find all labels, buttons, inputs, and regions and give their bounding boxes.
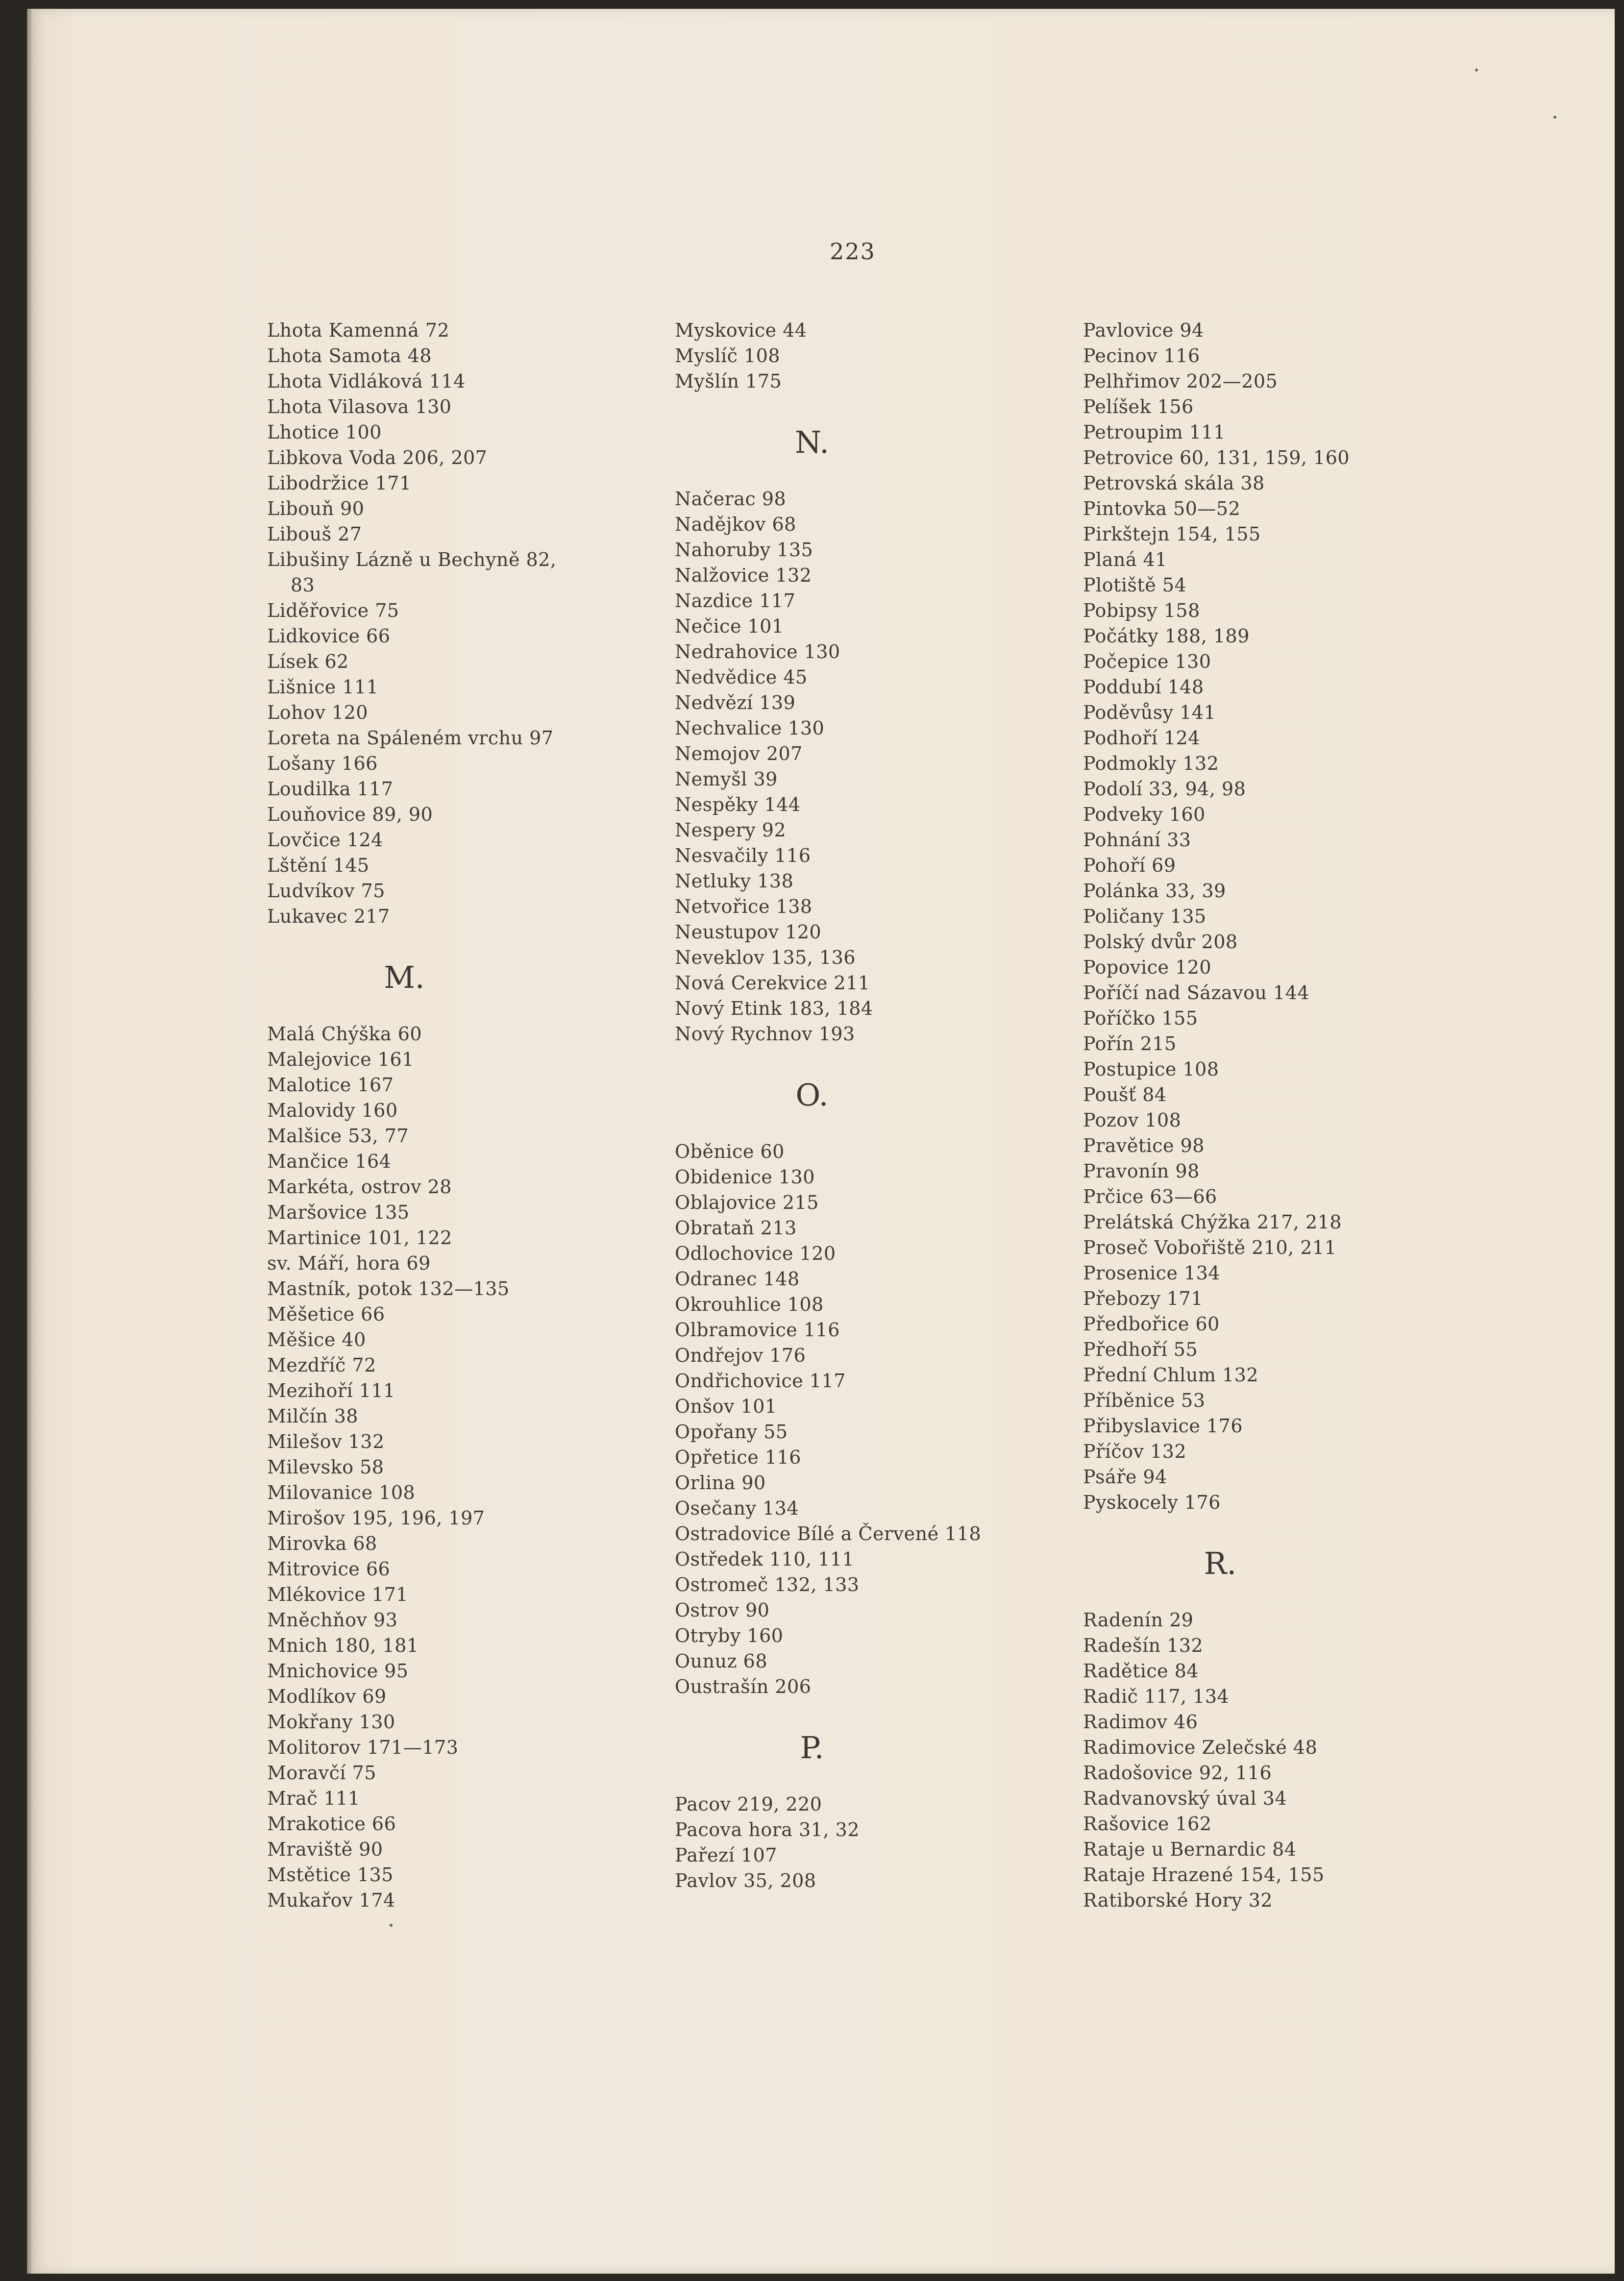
index-entry: Liděřovice 75	[267, 600, 399, 621]
index-entry: Myšlín 175	[675, 370, 782, 392]
index-entry: Oběnice 60	[675, 1141, 785, 1162]
index-entry: Mněchňov 93	[267, 1609, 398, 1631]
index-entry: Mokřany 130	[267, 1711, 395, 1733]
index-entry: Poděvůsy 141	[1083, 702, 1216, 723]
index-entry: Poličany 135	[1083, 906, 1206, 927]
index-entry: Lidkovice 66	[267, 625, 391, 647]
index-entry: Pobipsy 158	[1083, 600, 1200, 621]
index-entry: Ostromeč 132, 133	[675, 1574, 860, 1595]
index-entry: Mnichovice 95	[267, 1660, 409, 1682]
index-entry: Ostředek 110, 111	[675, 1548, 855, 1570]
index-column-1	[267, 318, 659, 1913]
index-entry: Měšice 40	[267, 1329, 366, 1350]
index-entry: Prosenice 134	[1083, 1262, 1221, 1284]
index-entry: Radenín 29	[1083, 1609, 1194, 1631]
index-entry: Malovidy 160	[267, 1100, 398, 1121]
index-entry: Obrataň 213	[675, 1217, 797, 1239]
index-entry: Pecinov 116	[1083, 345, 1200, 367]
index-entry: Podmokly 132	[1083, 753, 1219, 774]
index-entry: Orlina 90	[675, 1472, 766, 1494]
index-entry: Poříčí nad Sázavou 144	[1083, 982, 1310, 1004]
index-entry: Pohoří 69	[1083, 855, 1176, 876]
index-entry: Odranec 148	[675, 1268, 800, 1290]
index-entry: Opořany 55	[675, 1421, 788, 1443]
index-entry: Lísek 62	[267, 651, 349, 672]
index-entry: Rataje Hrazené 154, 155	[1083, 1864, 1325, 1886]
index-entry: Pořín 215	[1083, 1033, 1177, 1055]
index-entry: Podhoří 124	[1083, 727, 1201, 749]
index-entry: Obidenice 130	[675, 1166, 815, 1188]
index-entry: Pelíšek 156	[1083, 396, 1194, 417]
index-entry: Nový Rychnov 193	[675, 1023, 855, 1045]
index-entry: Loudilka 117	[267, 778, 394, 800]
index-entry: Počepice 130	[1083, 651, 1211, 672]
index-entry: Přebozy 171	[1083, 1288, 1204, 1309]
index-entry: Nemojov 207	[675, 743, 803, 764]
index-entry: Onšov 101	[675, 1396, 777, 1417]
index-entry: Petroupim 111	[1083, 421, 1226, 443]
index-entry: Přední Chlum 132	[1083, 1364, 1259, 1386]
index-entry: Libouň 90	[267, 498, 365, 519]
index-entry: Netvořice 138	[675, 896, 812, 917]
index-entry: Ludvíkov 75	[267, 880, 385, 902]
index-entry: Ostrov 90	[675, 1599, 770, 1621]
index-entry: Mrač 111	[267, 1788, 360, 1809]
index-entry: Pelhřimov 202—205	[1083, 370, 1278, 392]
index-entry: Mlékovice 171	[267, 1584, 408, 1605]
index-entry: Nová Cerekvice 211	[675, 972, 870, 994]
index-entry: Předhoří 55	[1083, 1339, 1198, 1360]
index-entry: Nadějkov 68	[675, 514, 796, 535]
index-entry: Pirkštejn 154, 155	[1083, 523, 1261, 545]
index-entry: Pacov 219, 220	[675, 1793, 822, 1815]
index-entry: Ounuz 68	[675, 1650, 768, 1672]
index-entry: Prčice 63—66	[1083, 1186, 1217, 1207]
index-entry: Mitrovice 66	[267, 1558, 391, 1580]
index-entry: Lišnice 111	[267, 676, 379, 698]
index-entry: Příběnice 53	[1083, 1390, 1206, 1411]
index-entry: Nazdice 117	[675, 590, 796, 612]
paper-speck	[1475, 69, 1478, 72]
index-entry: Nahoruby 135	[675, 539, 813, 561]
index-entry: Mrakotice 66	[267, 1813, 396, 1835]
index-entry: Neustupov 120	[675, 921, 822, 943]
index-entry: Libouš 27	[267, 523, 362, 545]
index-entry: Petrovice 60, 131, 159, 160	[1083, 447, 1350, 468]
index-entry: Lhota Vidláková 114	[267, 370, 466, 392]
index-entry: Popovice 120	[1083, 957, 1212, 978]
index-entry: Mastník, potok 132—135	[267, 1278, 510, 1300]
index-entry: Otryby 160	[675, 1625, 784, 1646]
index-entry: Milešov 132	[267, 1431, 385, 1452]
index-entry: Příčov 132	[1083, 1441, 1187, 1462]
index-entry: Milevsko 58	[267, 1456, 384, 1478]
index-entry: Podolí 33, 94, 98	[1083, 778, 1246, 800]
index-entry: Nesvačily 116	[675, 845, 811, 866]
index-entry: Mezihoří 111	[267, 1380, 395, 1401]
index-entry: Radvanovský úval 34	[1083, 1788, 1287, 1809]
index-entry: Libušiny Lázně u Bechyně 82,	[267, 549, 557, 570]
index-entry: Poříčko 155	[1083, 1007, 1198, 1029]
index-entry: Nespěky 144	[675, 794, 801, 815]
index-entry: Lhotice 100	[267, 421, 382, 443]
index-column-2	[675, 318, 1067, 1893]
index-entry: Mezdříč 72	[267, 1354, 376, 1376]
index-entry: Nespery 92	[675, 819, 787, 841]
index-entry: Okrouhlice 108	[675, 1294, 824, 1315]
index-entry: Pohnání 33	[1083, 829, 1191, 851]
index-entry: Plotiště 54	[1083, 574, 1187, 596]
index-entry: Pavlov 35, 208	[675, 1870, 816, 1891]
index-entry: Nechvalice 130	[675, 717, 825, 739]
index-entry: Oblajovice 215	[675, 1192, 819, 1213]
index-entry: Moravčí 75	[267, 1762, 376, 1784]
index-entry: Nedvězí 139	[675, 692, 796, 713]
index-entry: Nemyšl 39	[675, 768, 778, 790]
index-entry: Martinice 101, 122	[267, 1227, 452, 1249]
index-entry: Radimovice Zelečské 48	[1083, 1737, 1318, 1758]
index-entry: Malá Chýška 60	[267, 1023, 422, 1045]
index-entry: Nalžovice 132	[675, 564, 812, 586]
index-entry: Myskovice 44	[675, 319, 807, 341]
index-entry: Pavlovice 94	[1083, 319, 1204, 341]
index-entry: Lhota Kamenná 72	[267, 319, 450, 341]
index-entry: Pravětice 98	[1083, 1135, 1205, 1156]
index-entry: Ratiborské Hory 32	[1083, 1889, 1273, 1911]
index-entry: 83	[291, 574, 315, 596]
index-entry: Počátky 188, 189	[1083, 625, 1250, 647]
index-entry: Maršovice 135	[267, 1202, 410, 1223]
index-entry: Myslíč 108	[675, 345, 781, 367]
index-entry: Nedvědice 45	[675, 666, 808, 688]
index-entry: Postupice 108	[1083, 1058, 1219, 1080]
index-entry: Ondřichovice 117	[675, 1370, 846, 1392]
index-entry: Poddubí 148	[1083, 676, 1204, 698]
index-entry: Nečice 101	[675, 615, 784, 637]
index-entry: Psáře 94	[1083, 1466, 1167, 1488]
index-entry: Radič 117, 134	[1083, 1686, 1230, 1707]
index-entry: Libkova Voda 206, 207	[267, 447, 488, 468]
index-entry: Polský dvůr 208	[1083, 931, 1238, 953]
index-entry: Radimov 46	[1083, 1711, 1198, 1733]
index-entry: Modlíkov 69	[267, 1686, 387, 1707]
index-entry: Lohov 120	[267, 702, 369, 723]
index-entry: Molitorov 171—173	[267, 1737, 459, 1758]
index-page	[27, 9, 1615, 2274]
index-entry: Měšetice 66	[267, 1303, 385, 1325]
index-entry: Prelátská Chýžka 217, 218	[1083, 1211, 1342, 1233]
index-entry: Nový Etink 183, 184	[675, 998, 873, 1019]
index-entry: sv. Máří, hora 69	[267, 1252, 431, 1274]
section-letter-heading: P.	[800, 1730, 824, 1766]
index-entry: Lukavec 217	[267, 906, 390, 927]
index-entry: Milčín 38	[267, 1405, 359, 1427]
index-entry: Lhota Vilasova 130	[267, 396, 452, 417]
index-entry: Lovčice 124	[267, 829, 383, 851]
index-entry: Lošany 166	[267, 753, 378, 774]
index-entry: Malšice 53, 77	[267, 1125, 409, 1147]
page-number: 223	[830, 238, 876, 265]
index-entry: Mstětice 135	[267, 1864, 394, 1886]
index-entry: Pozov 108	[1083, 1109, 1181, 1131]
paper-speck	[1553, 116, 1556, 119]
index-entry: Polánka 33, 39	[1083, 880, 1226, 902]
index-entry: Milovanice 108	[267, 1482, 416, 1503]
index-entry: Lhota Samota 48	[267, 345, 432, 367]
book-spine-shadow	[27, 9, 33, 2274]
index-entry: Radešín 132	[1083, 1635, 1204, 1656]
index-entry: Netluky 138	[675, 870, 794, 892]
index-entry: Osečany 134	[675, 1497, 799, 1519]
section-letter-heading: R.	[1204, 1545, 1237, 1581]
section-letter-heading: N.	[795, 424, 829, 460]
index-entry: Radošovice 92, 116	[1083, 1762, 1272, 1784]
index-entry: Poušť 84	[1083, 1084, 1167, 1105]
section-letter-heading: M.	[384, 959, 425, 995]
index-entry: Mirovka 68	[267, 1533, 377, 1554]
index-entry: Mukařov 174	[267, 1889, 395, 1911]
index-entry: Přibyslavice 176	[1083, 1415, 1243, 1437]
index-entry: Lštění 145	[267, 855, 369, 876]
index-entry: Libodržice 171	[267, 472, 412, 494]
index-entry: Malotice 167	[267, 1074, 394, 1096]
index-entry: Předbořice 60	[1083, 1313, 1220, 1335]
index-entry: Nedrahovice 130	[675, 641, 840, 662]
index-entry: Planá 41	[1083, 549, 1167, 570]
index-entry: Pacova hora 31, 32	[675, 1819, 860, 1840]
index-entry: Olbramovice 116	[675, 1319, 840, 1341]
index-entry: Oustrašín 206	[675, 1676, 812, 1697]
index-entry: Pintovka 50—52	[1083, 498, 1241, 519]
index-column-3	[1083, 318, 1475, 1913]
index-entry: Rataje u Bernardic 84	[1083, 1839, 1297, 1860]
index-entry: Neveklov 135, 136	[675, 947, 856, 968]
index-entry: Petrovská skála 38	[1083, 472, 1265, 494]
index-entry: Louňovice 89, 90	[267, 804, 433, 825]
index-entry: Mirošov 195, 196, 197	[267, 1507, 485, 1529]
index-entry: Odlochovice 120	[675, 1243, 836, 1264]
index-entry: Podveky 160	[1083, 804, 1206, 825]
index-entry: Mnich 180, 181	[267, 1635, 419, 1656]
index-entry: Radětice 84	[1083, 1660, 1199, 1682]
paper-speck	[390, 1924, 393, 1927]
index-entry: Pyskocely 176	[1083, 1492, 1221, 1513]
section-letter-heading: O.	[795, 1077, 829, 1113]
index-entry: Rašovice 162	[1083, 1813, 1212, 1835]
index-entry: Markéta, ostrov 28	[267, 1176, 452, 1198]
index-entry: Ostradovice Bílé a Červené 118	[675, 1523, 982, 1545]
index-entry: Ondřejov 176	[675, 1345, 806, 1366]
index-entry: Pravonín 98	[1083, 1160, 1200, 1182]
index-entry: Loreta na Spáleném vrchu 97	[267, 727, 554, 749]
index-entry: Proseč Vobořiště 210, 211	[1083, 1237, 1337, 1258]
index-entry: Načerac 98	[675, 488, 787, 510]
index-entry: Malejovice 161	[267, 1049, 414, 1070]
index-entry: Pařezí 107	[675, 1844, 777, 1866]
index-entry: Opřetice 116	[675, 1447, 801, 1468]
index-entry: Mraviště 90	[267, 1839, 383, 1860]
index-entry: Mančice 164	[267, 1151, 392, 1172]
